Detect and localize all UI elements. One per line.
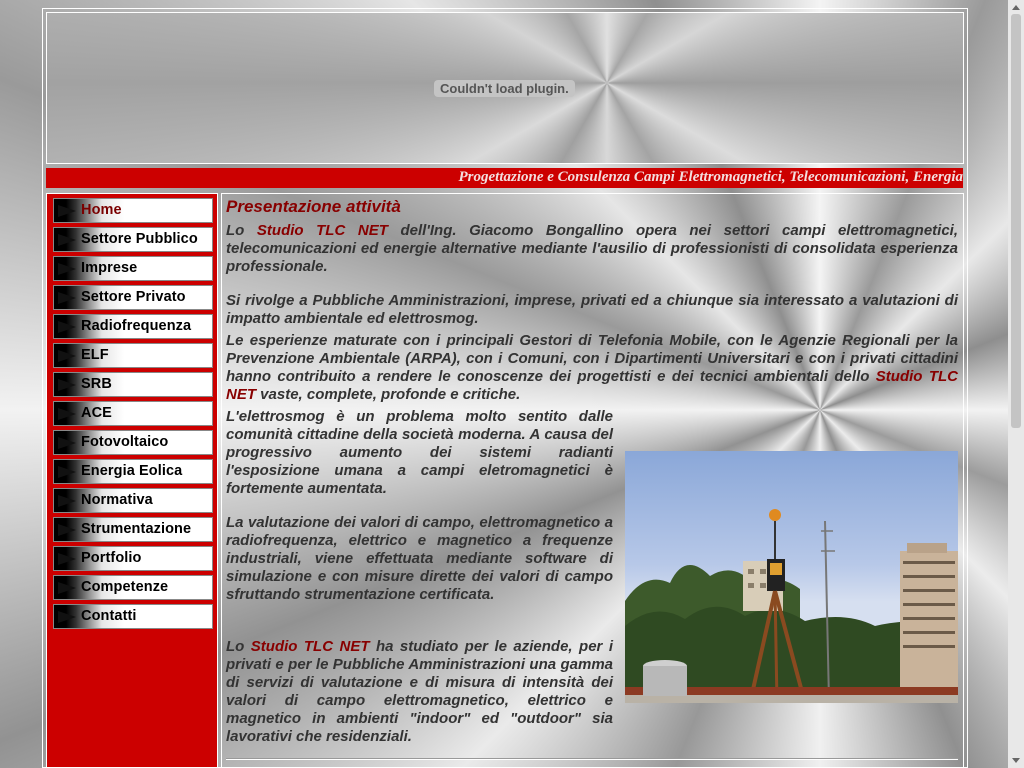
text-span: vaste, complete, profonde e critiche. <box>256 386 521 403</box>
menu-item-portfolio[interactable] <box>53 546 213 571</box>
measurement-photo <box>625 451 958 703</box>
menu-label: Fotovoltaico <box>81 434 169 450</box>
scrollbar-thumb[interactable] <box>1011 14 1021 428</box>
audience-paragraph: Si rivolge a Pubbliche Amministrazioni, imprese, privati ed a chiunque sia interessato a valutazioni di impatto ambientale ed elettrosmog. <box>226 292 958 327</box>
intro-paragraph <box>226 222 958 276</box>
menu-item-settore-pubblico[interactable] <box>53 227 213 252</box>
arrow-icon <box>58 379 76 391</box>
menu-item-radiofrequenza[interactable] <box>53 314 213 339</box>
arrow-icon <box>58 321 76 333</box>
menu-label: Imprese <box>81 260 138 276</box>
menu-label: Competenze <box>81 579 169 595</box>
arrow-icon <box>58 611 76 623</box>
plugin-error-message: Couldn't load plugin. <box>434 80 575 97</box>
menu-label: ELF <box>81 347 109 363</box>
menu-item-energia-eolica[interactable] <box>53 459 213 484</box>
menu-item-elf[interactable] <box>53 343 213 368</box>
content-divider <box>226 758 958 760</box>
page-title: Presentazione attività <box>226 197 401 216</box>
menu-label: SRB <box>81 376 112 392</box>
menu-label: Settore Privato <box>81 289 186 305</box>
header-plugin-area[interactable] <box>46 12 964 164</box>
arrow-icon <box>58 524 76 536</box>
arrow-icon <box>58 205 76 217</box>
menu-label: Contatti <box>81 608 137 624</box>
scroll-up-icon[interactable] <box>1008 0 1024 14</box>
menu-item-settore-privato[interactable] <box>53 285 213 310</box>
scroll-down-icon[interactable] <box>1008 754 1024 768</box>
menu-item-home[interactable] <box>53 198 213 223</box>
menu-item-imprese[interactable] <box>53 256 213 281</box>
tagline-bar <box>46 168 963 188</box>
text-span: Lo <box>226 638 251 655</box>
vertical-scrollbar[interactable] <box>1008 0 1024 768</box>
arrow-icon <box>58 292 76 304</box>
arrow-icon <box>58 263 76 275</box>
menu-item-fotovoltaico[interactable] <box>53 430 213 455</box>
arrow-icon <box>58 234 76 246</box>
arrow-icon <box>58 582 76 594</box>
menu-item-srb[interactable] <box>53 372 213 397</box>
menu-label: Radiofrequenza <box>81 318 192 334</box>
elettrosmog-paragraph: L'elettrosmog è un problema molto sentito dalle comunità cittadine della società moderna. A causa del progressivo aumento dei sistemi radianti l'esposizione umana a campi eletromagnetici è fortemente aumentata. <box>226 408 613 497</box>
arrow-icon <box>58 495 76 507</box>
menu-item-ace[interactable] <box>53 401 213 426</box>
experience-paragraph <box>226 332 958 404</box>
arrow-icon <box>58 437 76 449</box>
tagline: Progettazione e Consulenza Campi Elettromagnetici, Telecomunicazioni, Energia <box>458 169 963 185</box>
menu-item-strumentazione[interactable] <box>53 517 213 542</box>
arrow-icon <box>58 466 76 478</box>
menu-label: Normativa <box>81 492 153 508</box>
menu-item-contatti[interactable] <box>53 604 213 629</box>
arrow-icon <box>58 350 76 362</box>
menu-label: Home <box>81 202 122 218</box>
arrow-icon <box>58 553 76 565</box>
text-span: Le esperienze maturate con i principali Gestori di Telefonia Mobile, con le Agenzie Regionali per la Prevenzione Ambientale (ARPA), con i Comuni, con i Dipartimenti Universitari e con i privati cittadini hanno contribuito a rendere le conoscenze dei progettisti e dei tecnici ambientali dello <box>226 332 958 385</box>
menu-label: Strumentazione <box>81 521 192 537</box>
menu-label: Energia Eolica <box>81 463 183 479</box>
menu-label: Portfolio <box>81 550 142 566</box>
menu-item-competenze[interactable] <box>53 575 213 600</box>
menu-item-normativa[interactable] <box>53 488 213 513</box>
text-span: ha studiato per le aziende, per i privati e per le Pubbliche Amministrazioni una gamma di servizi di valutazione e di misura di intensità dei valori di campo elettromagnetico, elettrico e magnetico in ambienti "indoor" ed "outdoor" sia lavorativi che residenziali. <box>226 638 614 745</box>
sidebar-menu <box>46 193 218 768</box>
measurement-photo-illustration <box>625 451 958 703</box>
menu-label: Settore Pubblico <box>81 231 198 247</box>
studio-name: Studio TLC NET <box>226 368 958 403</box>
menu-label: ACE <box>81 405 112 421</box>
servizi-paragraph <box>226 638 613 746</box>
valutazione-paragraph: La valutazione dei valori di campo, elettromagnetico a radiofrequenza, elettrico e magnetico a frequenze industriali, viene effettuata mediante software di simulazione e con misure dirette dei valori di campo sfruttando strumentazione certificata. <box>226 514 613 603</box>
arrow-icon <box>58 408 76 420</box>
text-span: Lo <box>226 222 257 239</box>
studio-name: Studio TLC NET <box>256 222 388 239</box>
studio-name: Studio TLC NET <box>250 638 370 655</box>
text-span: dell'Ing. Giacomo Bongallino opera nei settori campi elettromagnetici, telecomunicazioni ed energie alternative mediante l'ausilio di professionisti di consolidata esperienza professionale. <box>226 222 958 275</box>
